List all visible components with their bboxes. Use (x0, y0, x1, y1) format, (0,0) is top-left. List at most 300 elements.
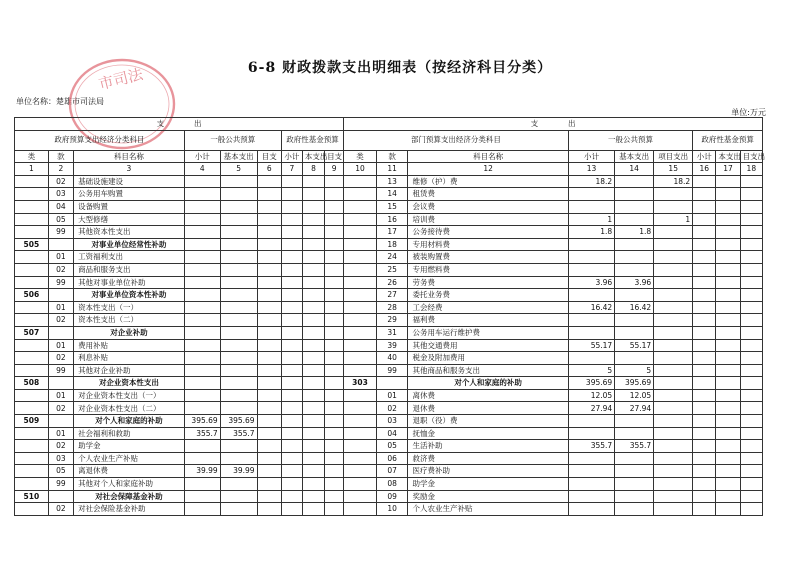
left-cell-fund-project (325, 478, 344, 491)
col-lei: 类 (15, 150, 49, 163)
left-cell-subtotal (184, 478, 220, 491)
left-cell-project (257, 452, 281, 465)
right-cell-fund-project (740, 490, 762, 503)
right-cell-kuan: 18 (376, 238, 408, 251)
right-cell-lei (344, 188, 377, 201)
left-cell-kuan: 99 (48, 478, 73, 491)
left-cell-subtotal (184, 352, 220, 365)
right-cell-lei (344, 440, 377, 453)
left-cell-fund-basic (302, 314, 324, 327)
right-cell-fund-subtotal (693, 226, 716, 239)
left-cell-name: 设备购置 (74, 200, 185, 213)
right-cell-fund-basic (716, 326, 740, 339)
right-cell-lei (344, 490, 377, 503)
left-cell-name: 公务用车购置 (74, 188, 185, 201)
left-cell-kuan: 99 (48, 364, 73, 377)
right-cell-fund-project (740, 213, 762, 226)
left-cell-project (257, 200, 281, 213)
right-cell-lei (344, 238, 377, 251)
left-cell-fund-project (325, 314, 344, 327)
left-cell-basic (220, 251, 257, 264)
left-cell-subtotal (184, 251, 220, 264)
left-cell-basic (220, 188, 257, 201)
left-cell-basic (220, 200, 257, 213)
left-cell-fund-basic (302, 377, 324, 390)
left-cell-fund-project (325, 352, 344, 365)
left-cell-name: 商品和服务支出 (74, 263, 185, 276)
table-row (15, 276, 763, 289)
right-cell-basic (615, 263, 654, 276)
left-cell-fund-subtotal (281, 402, 302, 415)
right-cell-subtotal: 12.05 (568, 389, 614, 402)
right-cell-fund-subtotal (693, 200, 716, 213)
left-cell-name: 资本性支出（一） (74, 301, 185, 314)
left-general-budget: 一般公共预算 (184, 130, 281, 150)
left-cell-lei (15, 478, 49, 491)
right-cell-kuan: 08 (376, 478, 408, 491)
unit-name-value: 楚雄市司法局 (56, 97, 104, 106)
right-cell-name: 其他商品和服务支出 (408, 364, 568, 377)
right-cell-project (654, 238, 693, 251)
left-cell-fund-project (325, 276, 344, 289)
left-cell-lei (15, 263, 49, 276)
left-cell-fund-basic (302, 364, 324, 377)
right-cell-name: 专用燃料费 (408, 263, 568, 276)
right-cell-fund-project (740, 478, 762, 491)
left-cell-fund-project (325, 503, 344, 516)
left-cell-basic (220, 352, 257, 365)
right-cell-kuan: 01 (376, 389, 408, 402)
right-cell-fund-subtotal (693, 314, 716, 327)
right-cell-fund-project (740, 263, 762, 276)
right-cell-project: 1 (654, 213, 693, 226)
left-cell-name: 基础设施建设 (74, 175, 185, 188)
right-cell-subtotal: 5 (568, 364, 614, 377)
left-cell-subtotal: 395.69 (184, 415, 220, 428)
unit-name-label: 单位名称： (16, 97, 56, 106)
right-cell-basic (615, 490, 654, 503)
left-cell-subtotal (184, 490, 220, 503)
right-cell-lei (344, 276, 377, 289)
left-cell-fund-subtotal (281, 314, 302, 327)
right-cell-fund-basic (716, 440, 740, 453)
left-cell-project (257, 415, 281, 428)
right-cell-subtotal (568, 326, 614, 339)
right-cell-project (654, 276, 693, 289)
right-cell-fund-subtotal (693, 188, 716, 201)
col-number: 2 (48, 163, 73, 176)
left-cell-project (257, 188, 281, 201)
right-cell-project (654, 377, 693, 390)
col-fund-basic: 本支出 (302, 150, 324, 163)
left-cell-name: 助学金 (74, 440, 185, 453)
col-subtotal-right: 小计 (568, 150, 614, 163)
right-cell-subtotal: 16.42 (568, 301, 614, 314)
left-cell-subtotal (184, 213, 220, 226)
right-cell-kuan: 17 (376, 226, 408, 239)
right-cell-lei (344, 465, 377, 478)
right-cell-name: 专用材料费 (408, 238, 568, 251)
col-number: 14 (615, 163, 654, 176)
right-cell-lei (344, 200, 377, 213)
right-cell-basic (615, 478, 654, 491)
left-cell-fund-basic (302, 440, 324, 453)
col-number: 18 (740, 163, 762, 176)
left-cell-fund-project (325, 238, 344, 251)
left-cell-kuan: 99 (48, 226, 73, 239)
left-cell-lei (15, 251, 49, 264)
col-number: 17 (716, 163, 740, 176)
right-cell-fund-subtotal (693, 402, 716, 415)
right-cell-fund-subtotal (693, 440, 716, 453)
col-number: 6 (257, 163, 281, 176)
right-cell-subtotal (568, 188, 614, 201)
right-cell-name: 被装购置费 (408, 251, 568, 264)
col-number: 15 (654, 163, 693, 176)
right-cell-basic: 16.42 (615, 301, 654, 314)
right-cell-subtotal (568, 478, 614, 491)
right-cell-fund-subtotal (693, 251, 716, 264)
right-cell-basic (615, 465, 654, 478)
left-cell-name: 离退休费 (74, 465, 185, 478)
left-cell-kuan: 04 (48, 200, 73, 213)
left-cell-fund-project (325, 452, 344, 465)
right-cell-fund-basic (716, 352, 740, 365)
left-cell-fund-subtotal (281, 452, 302, 465)
right-cell-kuan: 29 (376, 314, 408, 327)
right-cell-project (654, 314, 693, 327)
right-cell-fund-project (740, 200, 762, 213)
right-cell-lei (344, 314, 377, 327)
left-cell-basic (220, 263, 257, 276)
left-cell-kuan: 02 (48, 503, 73, 516)
right-cell-basic (615, 289, 654, 302)
left-cell-subtotal: 39.99 (184, 465, 220, 478)
right-cell-project (654, 490, 693, 503)
left-cell-name: 对企业资本性支出（一） (74, 389, 185, 402)
right-cell-project (654, 465, 693, 478)
left-cell-fund-basic (302, 226, 324, 239)
right-cell-basic (615, 352, 654, 365)
right-cell-project (654, 440, 693, 453)
left-cell-fund-basic (302, 289, 324, 302)
left-cell-subtotal (184, 263, 220, 276)
right-cell-fund-subtotal (693, 263, 716, 276)
right-cell-fund-basic (716, 238, 740, 251)
right-cell-lei (344, 175, 377, 188)
left-cell-fund-project (325, 251, 344, 264)
col-number: 4 (184, 163, 220, 176)
right-cell-name: 公务用车运行维护费 (408, 326, 568, 339)
left-cell-name: 费用补贴 (74, 339, 185, 352)
right-cell-fund-project (740, 452, 762, 465)
right-cell-fund-basic (716, 377, 740, 390)
col-kuan-right: 款 (376, 150, 408, 163)
left-cell-lei (15, 452, 49, 465)
right-cell-lei (344, 389, 377, 402)
left-cell-project (257, 289, 281, 302)
right-cell-basic: 55.17 (615, 339, 654, 352)
col-fund-project-right: 目支出 (740, 150, 762, 163)
left-cell-fund-basic (302, 276, 324, 289)
col-fund-basic-right: 本支出 (716, 150, 740, 163)
right-cell-fund-project (740, 188, 762, 201)
right-cell-name: 退职（役）费 (408, 415, 568, 428)
table-row (15, 415, 763, 428)
right-cell-fund-basic (716, 263, 740, 276)
right-cell-project (654, 389, 693, 402)
left-cell-basic (220, 238, 257, 251)
right-cell-project (654, 427, 693, 440)
right-cell-project (654, 188, 693, 201)
left-cell-fund-project (325, 377, 344, 390)
header-row-section (15, 118, 763, 131)
right-cell-subtotal: 1.8 (568, 226, 614, 239)
right-cell-fund-project (740, 326, 762, 339)
right-cell-fund-basic (716, 415, 740, 428)
left-cell-kuan (48, 490, 73, 503)
right-cell-project (654, 503, 693, 516)
right-cell-basic (615, 188, 654, 201)
left-cell-basic (220, 213, 257, 226)
header-row-columns (15, 150, 763, 163)
left-cell-project (257, 301, 281, 314)
table-row (15, 339, 763, 352)
right-cell-fund-project (740, 352, 762, 365)
right-cell-kuan: 14 (376, 188, 408, 201)
left-cell-kuan: 01 (48, 389, 73, 402)
right-cell-project (654, 200, 693, 213)
left-cell-fund-subtotal (281, 339, 302, 352)
col-number: 10 (344, 163, 377, 176)
col-item-name: 科目名称 (74, 150, 185, 163)
right-cell-fund-basic (716, 251, 740, 264)
right-cell-basic (615, 200, 654, 213)
left-cell-subtotal (184, 314, 220, 327)
right-cell-project (654, 478, 693, 491)
left-cell-lei (15, 465, 49, 478)
right-cell-fund-project (740, 276, 762, 289)
left-cell-lei: 505 (15, 238, 49, 251)
table-row (15, 326, 763, 339)
left-cell-name: 其他对企业补助 (74, 364, 185, 377)
left-cell-fund-project (325, 226, 344, 239)
left-cell-kuan: 02 (48, 440, 73, 453)
table-row (15, 226, 763, 239)
left-cell-fund-basic (302, 339, 324, 352)
right-cell-name: 培训费 (408, 213, 568, 226)
left-cell-lei (15, 364, 49, 377)
left-cell-lei (15, 314, 49, 327)
left-cell-subtotal (184, 238, 220, 251)
right-cell-subtotal (568, 452, 614, 465)
left-cell-kuan: 99 (48, 276, 73, 289)
col-number: 1 (15, 163, 49, 176)
table-row (15, 251, 763, 264)
left-cell-fund-basic (302, 188, 324, 201)
right-cell-basic: 12.05 (615, 389, 654, 402)
left-cell-name: 工资福利支出 (74, 251, 185, 264)
right-cell-kuan: 15 (376, 200, 408, 213)
left-cell-name: 利息补贴 (74, 352, 185, 365)
left-cell-fund-basic (302, 263, 324, 276)
left-cell-project (257, 276, 281, 289)
table-row (15, 314, 763, 327)
left-cell-fund-basic (302, 352, 324, 365)
left-cell-fund-project (325, 289, 344, 302)
left-cell-name: 对企业补助 (74, 326, 185, 339)
right-cell-basic (615, 503, 654, 516)
right-cell-fund-project (740, 440, 762, 453)
right-cell-fund-basic (716, 364, 740, 377)
left-cell-kuan (48, 238, 73, 251)
left-cell-basic (220, 402, 257, 415)
left-cell-subtotal (184, 326, 220, 339)
left-cell-fund-basic (302, 301, 324, 314)
left-cell-fund-project (325, 402, 344, 415)
left-cell-basic (220, 226, 257, 239)
left-cell-fund-basic (302, 465, 324, 478)
left-cell-fund-subtotal (281, 415, 302, 428)
right-cell-name: 公务接待费 (408, 226, 568, 239)
right-cell-subtotal: 27.94 (568, 402, 614, 415)
left-cell-fund-project (325, 213, 344, 226)
right-cell-fund-subtotal (693, 389, 716, 402)
left-cell-lei (15, 226, 49, 239)
right-cell-basic (615, 314, 654, 327)
left-cell-project (257, 503, 281, 516)
left-cell-basic (220, 364, 257, 377)
left-cell-fund-project (325, 339, 344, 352)
left-cell-kuan: 02 (48, 263, 73, 276)
right-cell-fund-subtotal (693, 478, 716, 491)
section-label-right: 支 出 (344, 118, 763, 131)
left-cell-name: 对社会保险基金补助 (74, 503, 185, 516)
right-cell-kuan: 99 (376, 364, 408, 377)
right-cell-lei (344, 251, 377, 264)
left-cell-kuan: 01 (48, 301, 73, 314)
right-cell-kuan: 04 (376, 427, 408, 440)
left-cell-fund-project (325, 415, 344, 428)
table-row (15, 389, 763, 402)
right-cell-kuan: 07 (376, 465, 408, 478)
right-cell-project (654, 352, 693, 365)
left-cell-kuan: 05 (48, 465, 73, 478)
right-cell-fund-basic (716, 402, 740, 415)
table-row (15, 213, 763, 226)
left-cell-project (257, 263, 281, 276)
right-cell-fund-subtotal (693, 352, 716, 365)
left-cell-fund-subtotal (281, 175, 302, 188)
right-cell-project (654, 364, 693, 377)
right-cell-fund-project (740, 289, 762, 302)
right-cell-fund-project (740, 238, 762, 251)
left-cell-basic (220, 440, 257, 453)
right-cell-subtotal (568, 200, 614, 213)
left-cell-fund-project (325, 490, 344, 503)
left-cell-fund-subtotal (281, 226, 302, 239)
table-row (15, 200, 763, 213)
right-cell-fund-project (740, 402, 762, 415)
right-cell-basic: 3.96 (615, 276, 654, 289)
left-cell-name: 大型修缮 (74, 213, 185, 226)
left-cell-basic (220, 339, 257, 352)
right-cell-name: 助学金 (408, 478, 568, 491)
left-cell-fund-subtotal (281, 301, 302, 314)
left-cell-lei: 507 (15, 326, 49, 339)
left-cell-lei (15, 200, 49, 213)
right-budget-title: 部门预算支出经济分类科目 (344, 130, 569, 150)
right-cell-project (654, 452, 693, 465)
left-cell-fund-subtotal (281, 490, 302, 503)
left-budget-title: 政府预算支出经济分类科目 (15, 130, 185, 150)
right-cell-subtotal (568, 415, 614, 428)
table-row (15, 478, 763, 491)
table-row (15, 440, 763, 453)
page-title: 6-8 财政拨款支出明细表（按经济科目分类） (247, 60, 553, 76)
right-cell-project (654, 415, 693, 428)
left-cell-name: 对事业单位资本性补助 (74, 289, 185, 302)
left-cell-fund-basic (302, 415, 324, 428)
table-row (15, 188, 763, 201)
left-cell-lei (15, 276, 49, 289)
right-cell-subtotal (568, 314, 614, 327)
right-cell-fund-project (740, 364, 762, 377)
left-cell-subtotal (184, 389, 220, 402)
left-cell-fund-subtotal (281, 440, 302, 453)
left-cell-fund-basic (302, 238, 324, 251)
right-cell-basic (615, 251, 654, 264)
right-cell-kuan: 28 (376, 301, 408, 314)
right-cell-lei (344, 213, 377, 226)
right-cell-project (654, 251, 693, 264)
col-number: 9 (325, 163, 344, 176)
left-cell-project (257, 402, 281, 415)
left-cell-fund-basic (302, 427, 324, 440)
left-cell-lei (15, 213, 49, 226)
right-cell-fund-subtotal (693, 276, 716, 289)
col-lei-right: 类 (344, 150, 377, 163)
left-cell-basic: 39.99 (220, 465, 257, 478)
right-cell-kuan: 26 (376, 276, 408, 289)
left-cell-fund-basic (302, 251, 324, 264)
right-cell-subtotal: 18.2 (568, 175, 614, 188)
left-cell-subtotal (184, 175, 220, 188)
left-cell-subtotal (184, 276, 220, 289)
right-cell-name: 委托业务费 (408, 289, 568, 302)
left-cell-fund-basic (302, 200, 324, 213)
left-cell-lei (15, 301, 49, 314)
right-cell-fund-subtotal (693, 465, 716, 478)
right-cell-fund-basic (716, 200, 740, 213)
right-cell-name: 个人农业生产补贴 (408, 503, 568, 516)
left-cell-kuan: 03 (48, 452, 73, 465)
right-cell-lei (344, 402, 377, 415)
table-row (15, 175, 763, 188)
right-cell-kuan: 24 (376, 251, 408, 264)
left-cell-subtotal (184, 503, 220, 516)
right-cell-fund-basic (716, 427, 740, 440)
right-cell-fund-subtotal (693, 377, 716, 390)
left-cell-fund-project (325, 364, 344, 377)
right-cell-fund-basic (716, 452, 740, 465)
left-cell-project (257, 427, 281, 440)
right-cell-lei (344, 352, 377, 365)
left-cell-fund-project (325, 465, 344, 478)
left-cell-project (257, 352, 281, 365)
left-cell-basic (220, 301, 257, 314)
right-cell-name: 维修（护）费 (408, 175, 568, 188)
